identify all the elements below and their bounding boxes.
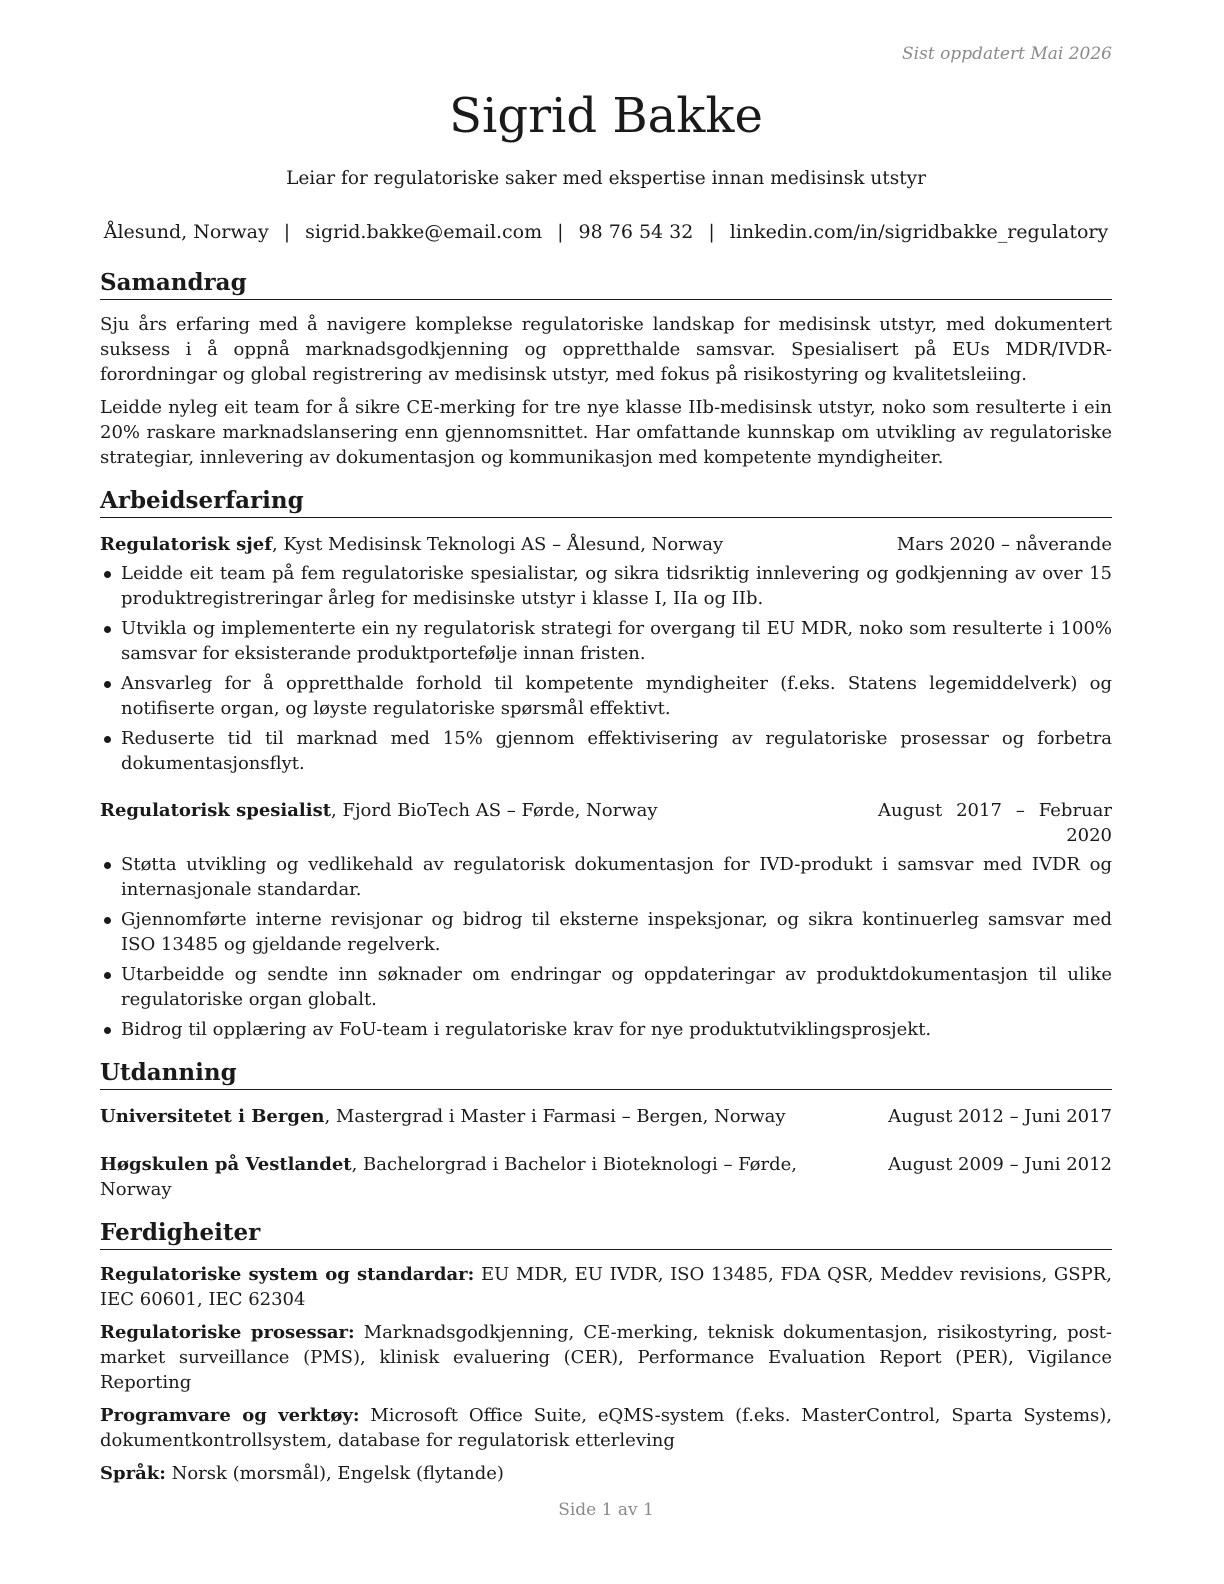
- experience-heading: Arbeidserfaring: [100, 486, 1112, 518]
- list-item: Leidde eit team på fem regulatoriske spesialistar, og sikra tidsriktig innlevering og godkjenning av over 15 produktregistreringar årleg for medisinske utstyr i klasse I, IIa og IIb.: [100, 561, 1112, 611]
- summary-heading: Samandrag: [100, 268, 1112, 300]
- last-updated: Sist oppdatert Mai 2026: [902, 44, 1112, 64]
- job-title-line: [100, 798, 674, 848]
- list-item: Reduserte tid til marknad med 15% gjennom effektivisering av regulatoriske prosessar og forbetra dokumentasjonsflyt.: [100, 726, 1112, 776]
- skill-value: EU MDR, EU IVDR, ISO 13485, FDA QSR, Meddev revisions, GSPR, IEC 60601, IEC 62304: [100, 1264, 1112, 1310]
- skill-label: Regulatoriske system og standardar:: [100, 1264, 475, 1285]
- experience-section: [100, 486, 1112, 1042]
- job-title-line: [100, 532, 739, 557]
- contact-separator: |: [708, 221, 715, 243]
- job-header: [100, 532, 1112, 557]
- job-entry: [100, 532, 1112, 776]
- contact-phone: 98 76 54 32: [578, 221, 694, 243]
- education-section: [100, 1058, 1112, 1202]
- job-dates: August 2017 – Februar 2020: [878, 800, 1112, 846]
- candidate-name: Sigrid Bakke: [449, 88, 763, 144]
- contact-separator: |: [557, 221, 564, 243]
- job-header: [100, 798, 1112, 848]
- contact-location: Ålesund, Norway: [103, 221, 269, 243]
- education-entry: [100, 1104, 1112, 1129]
- headline: Leiar for regulatoriske saker med ekspertise innan medisinsk utstyr: [286, 168, 926, 189]
- skill-label: Språk:: [100, 1463, 166, 1484]
- contact-separator: |: [283, 221, 291, 243]
- list-item: Gjennomførte interne revisjonar og bidrog til eksterne inspeksjonar, og sikra kontinuerleg samsvar med ISO 13485 og gjeldande regelverk.: [100, 907, 1112, 957]
- skill-label: Programvare og verktøy:: [100, 1405, 360, 1426]
- skill-group: [100, 1403, 1112, 1453]
- school-name: Høgskulen på Vestlandet: [100, 1154, 352, 1175]
- contact-linkedin[interactable]: linkedin.com/in/sigridbakke_regulatory: [729, 221, 1109, 243]
- skill-group: [100, 1320, 1112, 1395]
- job-entry: [100, 798, 1112, 1042]
- job-dates: Mars 2020 – nåverande: [896, 534, 1112, 555]
- job-bullets: [100, 852, 1112, 1042]
- degree-detail: , Bachelorgrad i Bachelor i Bioteknologi – Førde, Norway: [100, 1154, 798, 1200]
- skill-value: Microsoft Office Suite, eQMS-system (f.eks. MasterControl, Sparta Systems), dokumentkontrollsystem, database for regulatorisk etterleving: [100, 1405, 1112, 1451]
- skills-heading: Ferdigheiter: [100, 1218, 1112, 1250]
- list-item: Utarbeidde og sendte inn søknader om endringar og oppdateringar av produktdokumentasjon til ulike regulatoriske organ globalt.: [100, 962, 1112, 1012]
- contact-email[interactable]: sigrid.bakke@email.com: [305, 221, 543, 243]
- education-entry: [100, 1152, 1112, 1202]
- list-item: Ansvarleg for å oppretthalde forhold til kompetente myndigheiter (f.eks. Statens legemiddelverk) og notifiserte organ, og løyste regulatoriske spørsmål effektivt.: [100, 671, 1112, 721]
- skill-value: Norsk (morsmål), Engelsk (flytande): [165, 1463, 504, 1484]
- skills-section: [100, 1218, 1112, 1486]
- summary-paragraph: Leidde nyleg eit team for å sikre CE-merking for tre nye klasse IIb-medisinsk utstyr, noko som resulterte i ein 20% raskare marknadslansering enn gjennomsnittet. Har omfattande kunnskap om utvikling av regulatoriske strategiar, innlevering av dokumentasjon og kommunikasjon med kompetente myndigheiter.: [100, 397, 1112, 468]
- summary-paragraph: Sju års erfaring med å navigere komplekse regulatoriske landskap for medisinsk utstyr, med dokumentert suksess i å oppnå marknadsgodkjenning og oppretthalde samsvar. Spesialisert på EUs MDR/IVDR-forordningar og global registrering av medisinsk utstyr, med fokus på risikostyring og kvalitetsleiing.: [100, 314, 1112, 385]
- job-bullets: [100, 561, 1112, 776]
- list-item: Støtta utvikling og vedlikehald av regulatorisk dokumentasjon for IVD-produkt i samsvar med IVDR og internasjonale standardar.: [100, 852, 1112, 902]
- degree-detail: , Mastergrad i Master i Farmasi – Bergen, Norway: [324, 1106, 786, 1127]
- job-title: Regulatorisk spesialist: [100, 800, 332, 821]
- summary-section: [100, 268, 1112, 470]
- job-org: , Kyst Medisinsk Teknologi AS – Ålesund, Norway: [271, 534, 724, 555]
- skill-group: [100, 1461, 1112, 1486]
- list-item: Utvikla og implementerte ein ny regulatorisk strategi for overgang til EU MDR, noko som resulterte i 100% samsvar for eksisterande produktportefølje innan fristen.: [100, 616, 1112, 666]
- job-title: Regulatorisk sjef: [100, 534, 272, 555]
- skill-value: Marknadsgodkjenning, CE-merking, teknisk dokumentasjon, risikostyring, post-market surveillance (PMS), klinisk evaluering (CER), Performance Evaluation Report (PER), Vigilance Reporting: [100, 1322, 1112, 1393]
- school-name: Universitetet i Bergen: [100, 1106, 325, 1127]
- list-item: Bidrog til opplæring av FoU-team i regulatoriske krav for nye produktutviklingsprosjekt.: [100, 1017, 1112, 1042]
- job-org: , Fjord BioTech AS – Førde, Norway: [331, 800, 658, 821]
- contact-line: [100, 218, 1112, 246]
- resume-page: [100, 0, 1112, 1584]
- resume-content: [100, 268, 1112, 1502]
- education-heading: Utdanning: [100, 1058, 1112, 1090]
- skill-group: [100, 1262, 1112, 1312]
- skill-label: Regulatoriske prosessar:: [100, 1322, 355, 1343]
- page-number: Side 1 av 1: [558, 1500, 654, 1520]
- education-dates: August 2012 – Juni 2017: [888, 1106, 1112, 1127]
- education-dates: August 2009 – Juni 2012: [888, 1154, 1112, 1175]
